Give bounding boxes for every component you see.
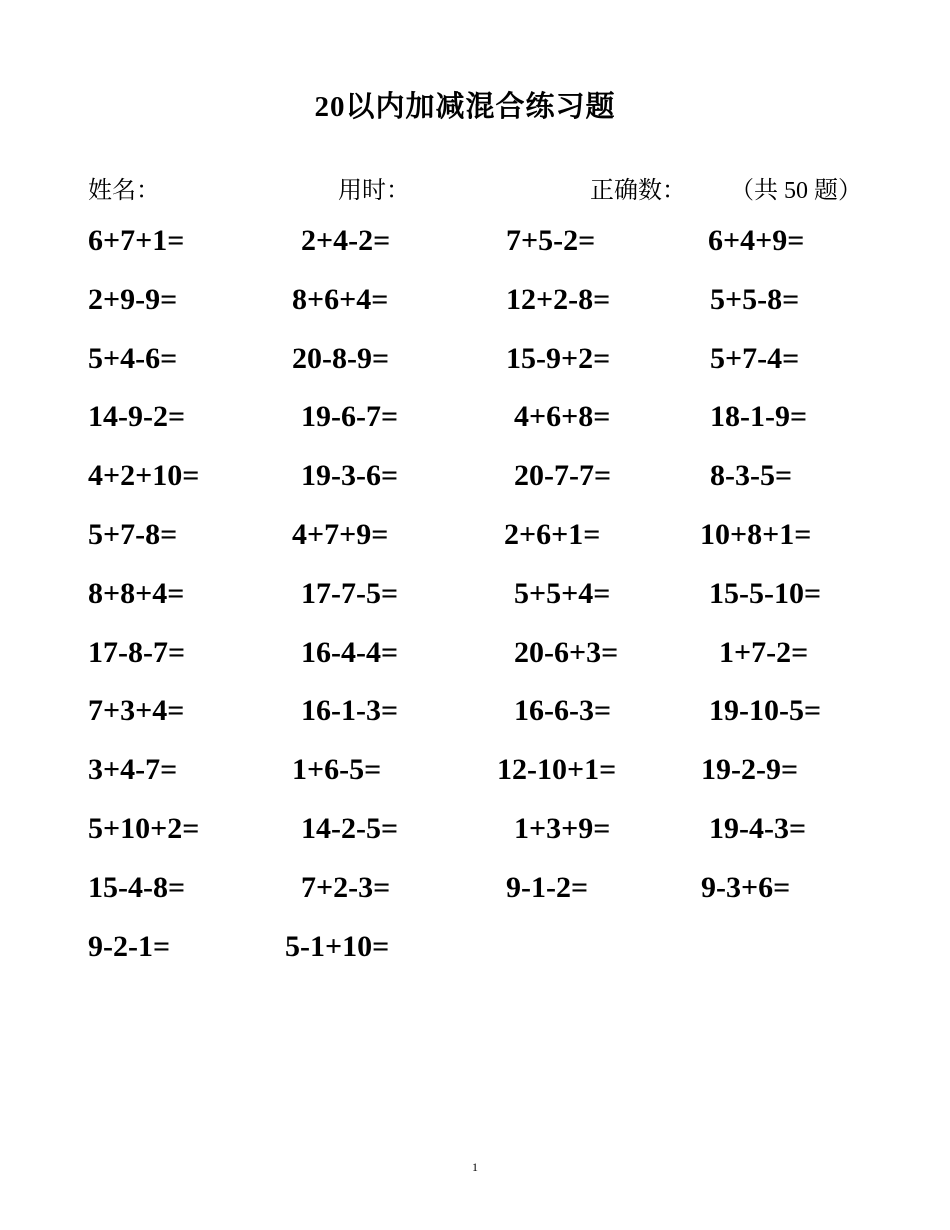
problem-item: 5+5+4= bbox=[514, 576, 611, 610]
problem-item: 19-6-7= bbox=[301, 400, 399, 434]
time-label: 用时： bbox=[338, 178, 410, 204]
problem-item: 9-3+6= bbox=[701, 870, 791, 904]
problem-item: 1+6-5= bbox=[292, 753, 382, 787]
problem-item: 16-1-3= bbox=[301, 694, 399, 728]
problem-item: 18-1-9= bbox=[710, 400, 808, 434]
problem-item: 10+8+1= bbox=[700, 518, 812, 551]
problem-item: 15-5-10= bbox=[709, 576, 822, 610]
problem-item: 7+2-3= bbox=[301, 870, 391, 904]
problem-item: 9-2-1= bbox=[88, 929, 171, 963]
problem-item: 2+6+1= bbox=[504, 518, 601, 551]
page-number: 1 bbox=[472, 1160, 478, 1174]
problem-item: 17-8-7= bbox=[88, 635, 186, 669]
problem-item: 6+4+9= bbox=[708, 224, 805, 257]
worksheet-title: 20以内加减混合练习题 bbox=[314, 91, 616, 123]
problem-item: 15-4-8= bbox=[88, 870, 186, 904]
problem-item: 14-2-5= bbox=[301, 812, 399, 845]
problem-item: 2+9-9= bbox=[88, 282, 178, 316]
problem-item: 19-2-9= bbox=[701, 753, 799, 787]
problem-item: 6+7+1= bbox=[88, 224, 185, 257]
problem-item: 5+7-8= bbox=[88, 518, 178, 551]
problem-item: 20-8-9= bbox=[292, 341, 390, 375]
problem-item: 3+4-7= bbox=[88, 753, 178, 787]
problem-item: 4+7+9= bbox=[292, 518, 389, 551]
problem-item: 16-6-3= bbox=[514, 694, 612, 728]
problem-item: 14-9-2= bbox=[88, 400, 186, 434]
problem-item: 2+4-2= bbox=[301, 224, 391, 257]
problem-item: 20-7-7= bbox=[514, 459, 612, 493]
problem-item: 8+8+4= bbox=[88, 576, 185, 610]
problem-item: 8+6+4= bbox=[292, 282, 389, 316]
problem-item: 4+6+8= bbox=[514, 400, 611, 434]
problem-item: 19-10-5= bbox=[709, 694, 822, 728]
problem-item: 5+7-4= bbox=[710, 341, 800, 375]
name-label: 姓名： bbox=[88, 178, 160, 204]
problem-item: 5+10+2= bbox=[88, 812, 200, 845]
problem-item: 12+2-8= bbox=[506, 282, 611, 316]
problem-item: 7+3+4= bbox=[88, 694, 185, 728]
problem-item: 7+5-2= bbox=[506, 224, 596, 257]
problem-item: 9-1-2= bbox=[506, 870, 589, 904]
correct-count-label: 正确数： bbox=[590, 178, 686, 204]
problem-item: 15-9+2= bbox=[506, 341, 611, 375]
total-questions-note: （共 50 题） bbox=[730, 178, 862, 204]
problem-item: 1+7-2= bbox=[719, 635, 809, 669]
problem-item: 8-3-5= bbox=[710, 459, 793, 493]
problem-item: 5+4-6= bbox=[88, 341, 178, 375]
problem-item: 5-1+10= bbox=[285, 929, 390, 963]
problem-item: 17-7-5= bbox=[301, 576, 399, 610]
problem-item: 5+5-8= bbox=[710, 282, 800, 316]
problem-item: 16-4-4= bbox=[301, 635, 399, 669]
problem-item: 4+2+10= bbox=[88, 459, 200, 493]
problem-item: 20-6+3= bbox=[514, 635, 619, 669]
problem-item: 19-4-3= bbox=[709, 812, 807, 845]
problem-item: 19-3-6= bbox=[301, 459, 399, 493]
problem-item: 1+3+9= bbox=[514, 812, 611, 845]
problem-item: 12-10+1= bbox=[497, 753, 617, 787]
